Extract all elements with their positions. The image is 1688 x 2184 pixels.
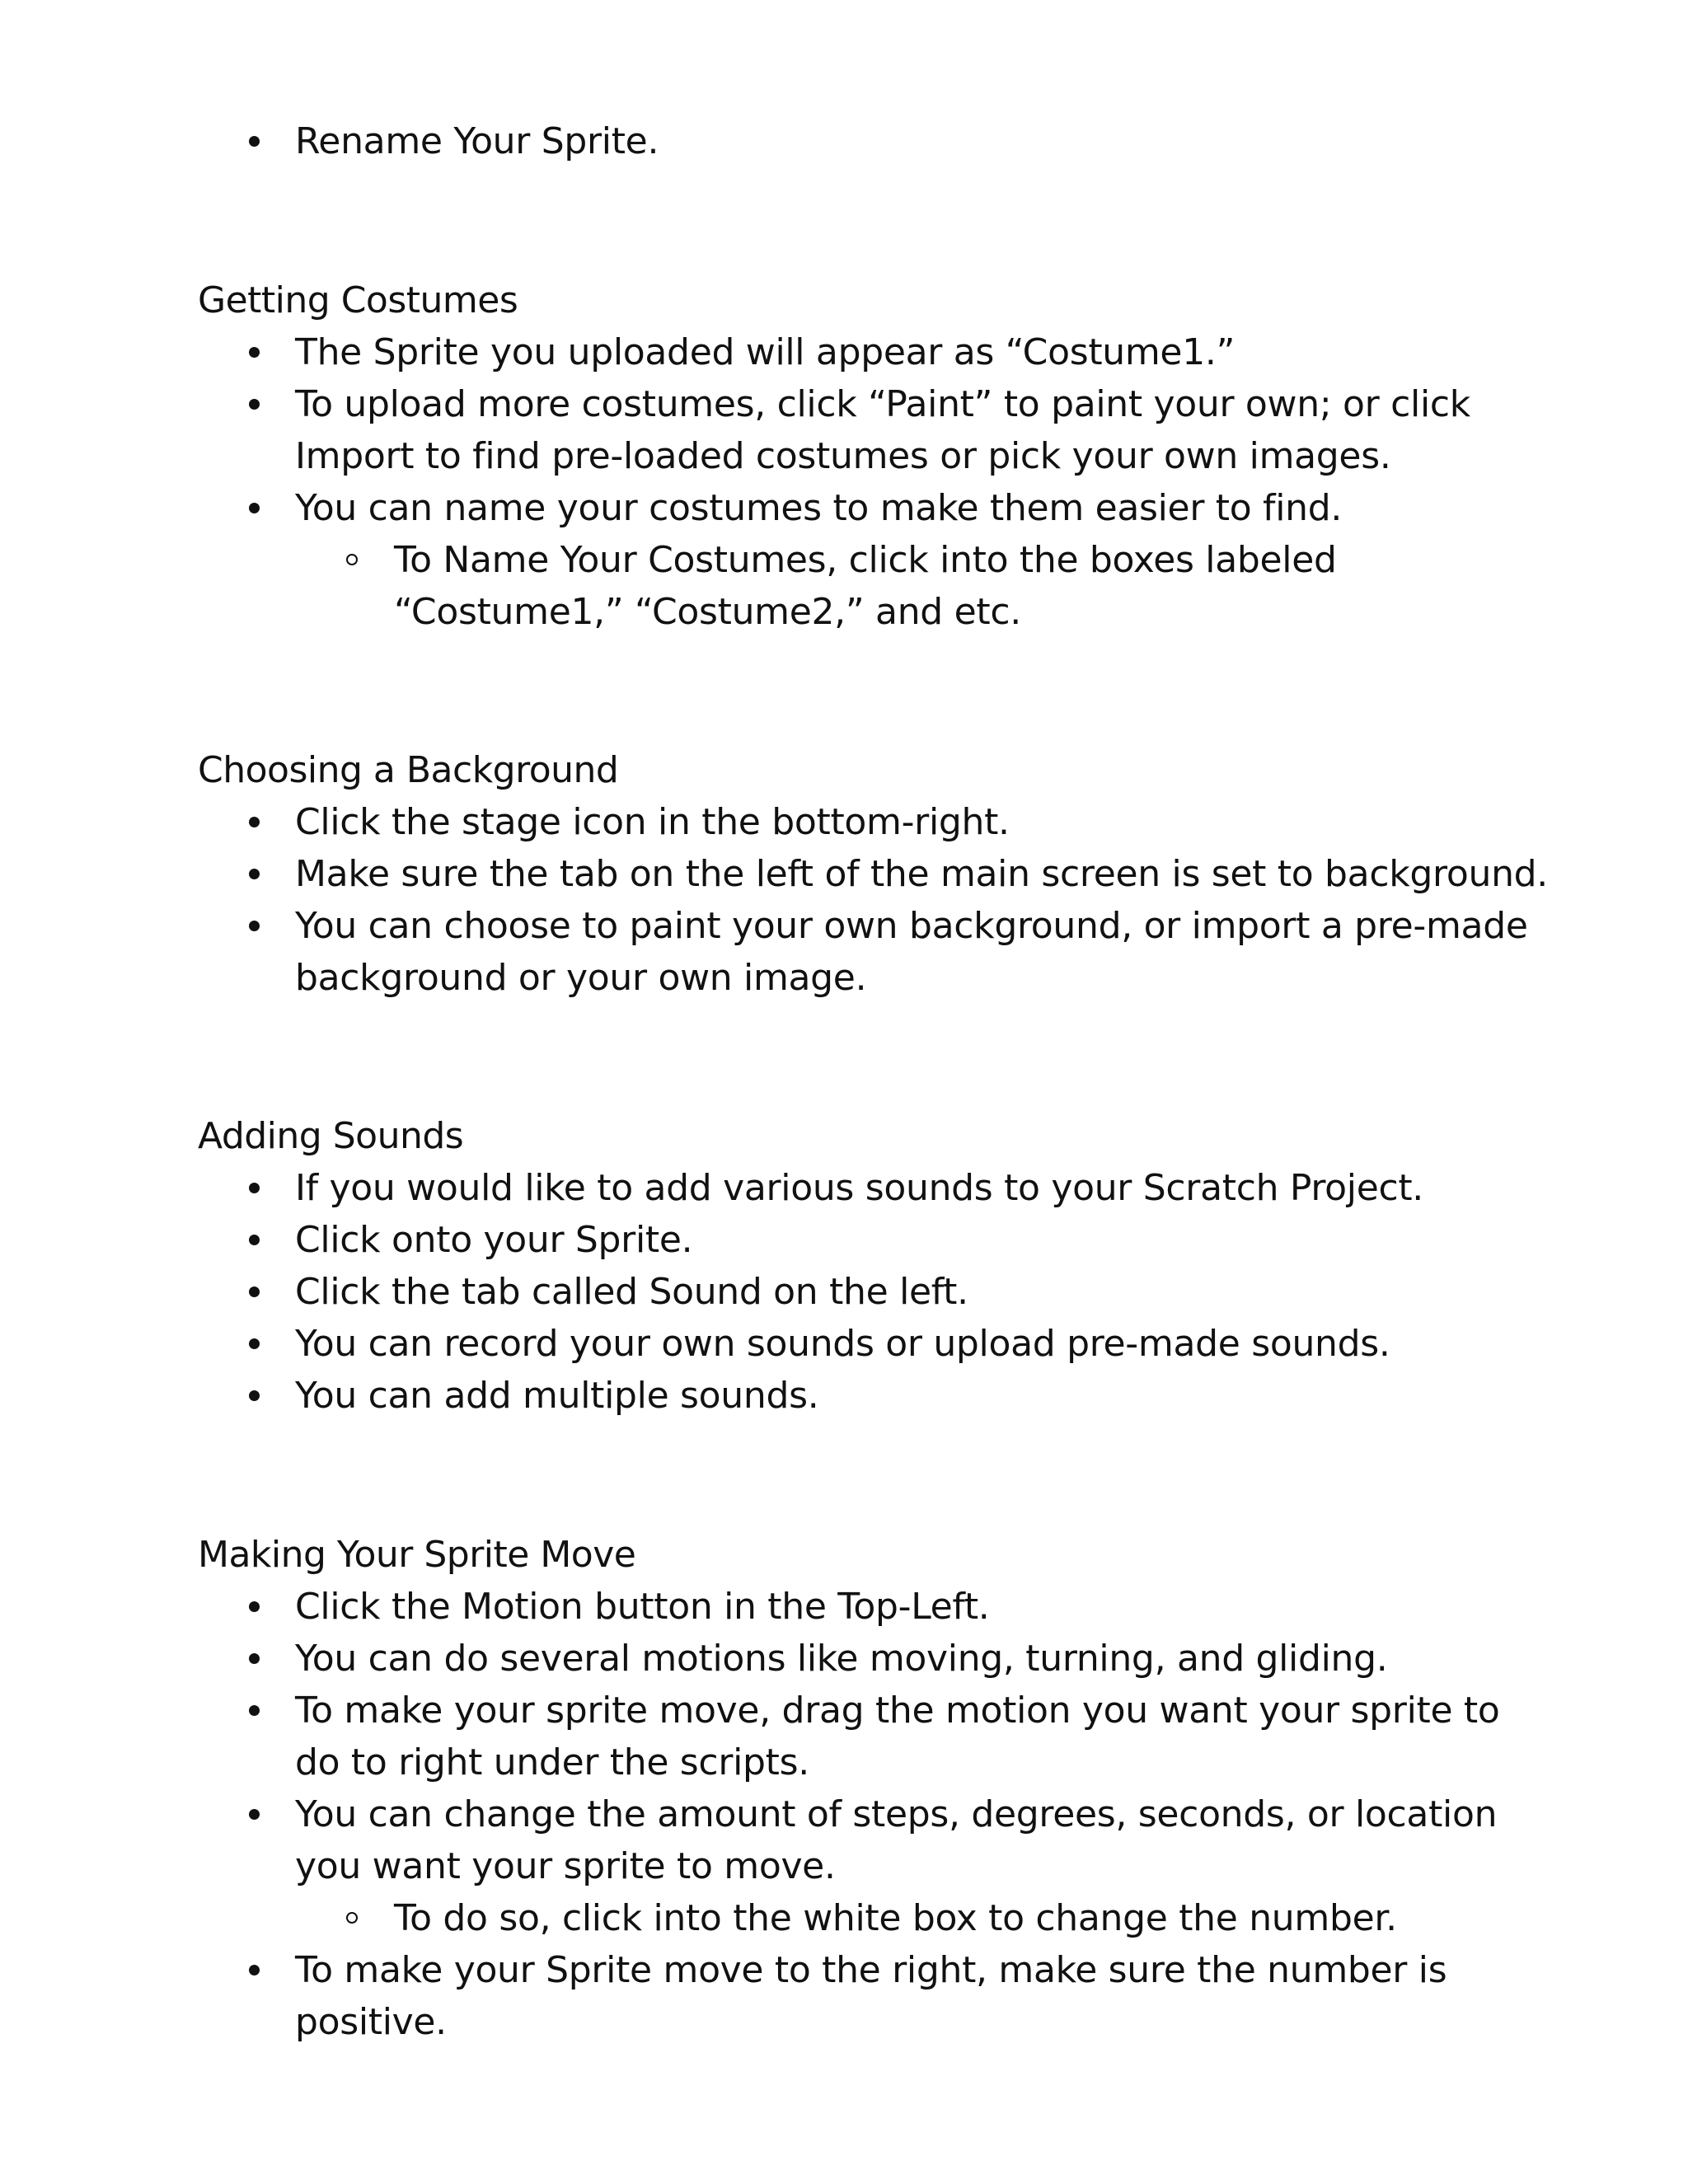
list-item [198, 1685, 1550, 1788]
list-item-text: Click the Motion button in the Top-Left. [295, 1586, 990, 1628]
list-item [198, 1370, 1550, 1422]
bullet-icon [249, 399, 260, 410]
bullet-icon [249, 1390, 260, 1401]
intro-list [198, 115, 1517, 167]
bullet-icon [249, 136, 260, 147]
sub-list-item-text: To Name Your Costumes, click into the boxes labeled “Costume1,” “Costume2,” and etc. [394, 539, 1337, 633]
list-item [198, 900, 1550, 1004]
list-item [198, 326, 1550, 378]
list-item-text: If you would like to add various sounds to your Scratch Project. [295, 1167, 1423, 1209]
bullet-icon [249, 1286, 260, 1297]
bullet-icon [249, 347, 260, 358]
list-item-text: Make sure the tab on the left of the main screen is set to background. [295, 853, 1548, 895]
section-making-sprite-move [198, 1529, 1550, 2048]
bullet-icon [249, 1653, 260, 1664]
list-item-text: You can add multiple sounds. [295, 1375, 819, 1417]
bullet-icon [249, 1809, 260, 1820]
list-item-text: You can choose to paint your own background, or import a pre-made background or your own image. [295, 905, 1528, 999]
list-item [198, 1633, 1550, 1685]
bullet-icon [249, 1705, 260, 1716]
list-item-text: You can change the amount of steps, degrees, seconds, or location you want your sprite to move. [295, 1793, 1498, 1887]
hollow-bullet-icon [346, 1912, 358, 1924]
section-heading: Getting Costumes [198, 279, 518, 321]
list-item [198, 848, 1550, 900]
list-item-text: The Sprite you uploaded will appear as “Costume1.” [295, 331, 1236, 373]
bullet-icon [249, 817, 260, 827]
sub-list-item [295, 534, 1550, 638]
list-item [198, 1318, 1550, 1370]
section-adding-sounds [198, 1110, 1550, 1422]
section-heading: Adding Sounds [198, 1115, 464, 1157]
bullet-icon [249, 1601, 260, 1612]
sub-list-item-text: To do so, click into the white box to change the number. [394, 1897, 1397, 1939]
bullet-icon [249, 869, 260, 879]
list-item-text: You can record your own sounds or upload pre-made sounds. [295, 1323, 1390, 1365]
list-item-text: To make your Sprite move to the right, make sure the number is positive. [295, 1949, 1447, 2043]
list-item [198, 1162, 1550, 1214]
hollow-bullet-icon [346, 554, 358, 565]
bullet-icon [249, 1183, 260, 1193]
list-item-text: You can name your costumes to make them easier to find. [295, 487, 1343, 529]
section-choosing-background [198, 744, 1550, 1004]
list-item [198, 1214, 1550, 1266]
list-item-text: To upload more costumes, click “Paint” to paint your own; or click Import to find pre-loaded costumes or pick your own images. [295, 383, 1470, 477]
list-item [198, 482, 1550, 638]
list-item-text: To make your sprite move, drag the motion you want your sprite to do to right under the scripts. [295, 1690, 1500, 1783]
bullet-icon [249, 1235, 260, 1245]
list-item [198, 1788, 1550, 1944]
list-item-text: You can do several motions like moving, turning, and gliding. [295, 1638, 1388, 1680]
list-item [198, 115, 1517, 167]
list-item [198, 378, 1550, 482]
section-heading: Making Your Sprite Move [198, 1534, 636, 1576]
list-item [198, 1581, 1550, 1633]
list-item-text: Rename Your Sprite. [295, 120, 659, 162]
list-item-text: Click onto your Sprite. [295, 1219, 693, 1261]
list-item-text: Click the tab called Sound on the left. [295, 1271, 968, 1313]
bullet-icon [249, 503, 260, 513]
section-getting-costumes [198, 274, 1550, 638]
bullet-icon [249, 1338, 260, 1349]
bullet-icon [249, 921, 260, 931]
sub-list-item [295, 1892, 1550, 1944]
list-item [198, 796, 1550, 848]
list-item [198, 1944, 1550, 2048]
list-item [198, 1266, 1550, 1318]
bullet-icon [249, 1965, 260, 1975]
section-heading: Choosing a Background [198, 749, 619, 791]
list-item-text: Click the stage icon in the bottom-right. [295, 801, 1010, 843]
